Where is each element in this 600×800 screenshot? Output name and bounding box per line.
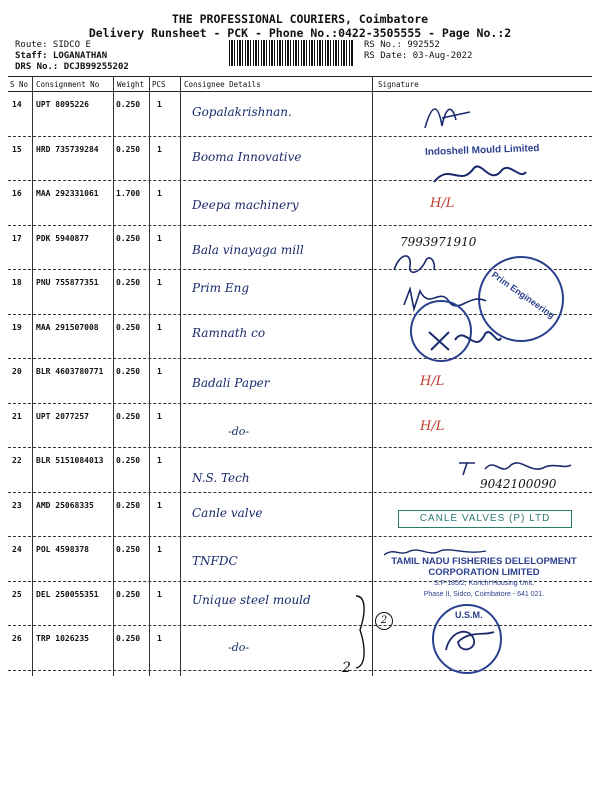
- row-weight: 0.250: [116, 411, 141, 421]
- signature-row26: [440, 620, 500, 660]
- row-weight: 0.250: [116, 634, 141, 643]
- row-signature-note: H/L: [420, 418, 445, 434]
- row-weight: 0.250: [116, 545, 141, 554]
- row-pcs: 1: [157, 411, 162, 421]
- row-weight: 0.250: [116, 456, 141, 465]
- col-divider: [180, 76, 181, 676]
- row-pcs: 1: [157, 367, 162, 376]
- row-weight: 0.250: [116, 322, 141, 332]
- rs-number: RS No.: 992552: [364, 40, 440, 50]
- row-separator: [8, 670, 592, 671]
- signature-row14: [420, 98, 480, 134]
- row-consignee-details: TNFDC: [192, 554, 238, 568]
- table-top-border: [8, 76, 592, 77]
- row-weight: 0.250: [116, 100, 141, 109]
- row-pcs: 1: [157, 589, 162, 599]
- row-separator: [8, 403, 592, 404]
- signature-row17: [390, 250, 440, 280]
- col-header-signature: Signature: [378, 80, 419, 89]
- stamp-tnfdc: [374, 556, 594, 600]
- row-pcs: 1: [157, 634, 162, 643]
- col-divider: [113, 76, 114, 676]
- rs-date: RS Date: 03-Aug-2022: [364, 51, 473, 61]
- document-subtitle: Delivery Runsheet - PCK - Phone No.:0422-3505555 - Page No.:2: [88, 26, 512, 40]
- row-consignment-no: PDK 5940877: [36, 233, 89, 243]
- stamp-tnfdc-line2: CORPORATION LIMITED: [428, 567, 540, 578]
- row-sno: 19: [12, 322, 22, 332]
- col-header-consignment: Consignment No: [36, 80, 100, 89]
- row-consignment-no: TRP 1026235: [36, 634, 89, 643]
- row-consignment-no: PNU 755877351: [36, 278, 99, 287]
- row-consignee-details: Booma Innovative: [192, 149, 302, 164]
- row-consignee-details: Badali Paper: [192, 376, 270, 390]
- row-signature-note: 9042100090: [480, 477, 557, 491]
- row-sno: 15: [12, 144, 22, 154]
- row-pcs: 1: [157, 189, 162, 198]
- row-consignee-details: Canle valve: [192, 505, 263, 520]
- route-label: Route: SIDCO E: [15, 40, 91, 50]
- row-consignee-details: Gopalakrishnan.: [192, 105, 292, 119]
- staff-label: Staff: LOGANATHAN: [15, 51, 108, 61]
- row-consignment-no: MAA 292331061: [36, 189, 99, 198]
- row-weight: 0.250: [116, 500, 141, 510]
- barcode: [229, 40, 353, 66]
- row-pcs: 1: [157, 233, 162, 243]
- row-consignee-details: Bala vinayaga mill: [192, 242, 304, 257]
- signature-row24: [380, 545, 490, 559]
- row-sno: 26: [12, 634, 22, 643]
- row-consignment-no: BLR 5151084013: [36, 456, 104, 465]
- row-consignment-no: HRD 735739284: [36, 144, 99, 154]
- row-sno: 22: [12, 456, 22, 465]
- row-consignee-details: Unique steel mould: [192, 592, 311, 607]
- row-separator: [8, 447, 592, 448]
- stamp-tnfdc-line1: TAMIL NADU FISHERIES DELELOPMENT: [391, 556, 577, 567]
- row-pcs: 1: [157, 278, 162, 287]
- row-consignee-details: Ramnath co: [192, 325, 266, 340]
- stamp-tnfdc-line4: Phase II, Sidco, Coimbatore - 641 021.: [423, 591, 545, 598]
- document-title: THE PROFESSIONAL COURIERS, Coimbatore: [171, 12, 429, 26]
- row-consignment-no: UPT 2077257: [36, 411, 89, 421]
- stamp-usm: U.S.M.: [455, 610, 483, 620]
- row-separator: [8, 625, 592, 626]
- col-header-consignee: Consignee Details: [184, 80, 261, 89]
- drs-number: DRS No.: DCJB99255202: [15, 62, 129, 72]
- row-sno: 23: [12, 500, 22, 510]
- stamp-tnfdc-line3: S.F-185/2, Kurichi Housing Unit,: [434, 580, 534, 587]
- row-pcs: 1: [157, 456, 162, 465]
- row-separator: [8, 536, 592, 537]
- row-separator: [8, 136, 592, 137]
- row-consignment-no: POL 4598378: [36, 545, 89, 554]
- stamp-indoshell: Indoshell Mould Limited: [424, 143, 540, 158]
- col-divider: [372, 76, 373, 676]
- row-consignee-details: N.S. Tech: [192, 471, 250, 485]
- row-sno: 14: [12, 100, 22, 109]
- row-weight: 0.250: [116, 144, 141, 154]
- row-signature-note: H/L: [430, 196, 455, 211]
- row-sno: 21: [12, 411, 22, 421]
- bracket-mark: [352, 592, 372, 672]
- col-header-weight: Weight: [117, 80, 145, 89]
- row-consignee-details: -do-: [228, 424, 250, 438]
- row-weight: 1.700: [116, 189, 141, 198]
- row-pcs: 1: [157, 545, 162, 554]
- table-header-border: [8, 91, 592, 92]
- col-divider: [149, 76, 150, 676]
- row-sno: 25: [12, 589, 22, 599]
- stamp-canle: CANLE VALVES (P) LTD: [398, 510, 572, 528]
- row-weight: 0.250: [116, 233, 141, 243]
- row-pcs: 1: [157, 500, 162, 510]
- row-consignment-no: BLR 4603780771: [36, 367, 104, 376]
- signature-row19: [425, 320, 505, 360]
- col-header-sno: S No: [10, 80, 29, 89]
- row-sno: 20: [12, 367, 22, 376]
- row-consignment-no: UPT 8095226: [36, 100, 89, 109]
- row-weight: 0.250: [116, 589, 141, 599]
- row-consignment-no: AMD 25068335: [36, 500, 94, 510]
- col-header-pcs: PCS: [152, 80, 166, 89]
- row-pcs: 1: [157, 144, 162, 154]
- bracket-count: 2: [342, 660, 351, 676]
- row-pcs: 1: [157, 100, 162, 109]
- row-consignment-no: MAA 291507008: [36, 322, 99, 332]
- row-weight: 0.250: [116, 278, 141, 287]
- row-weight: 0.250: [116, 367, 141, 376]
- row-sno: 17: [12, 233, 22, 243]
- row-sno: 16: [12, 189, 22, 198]
- row-signature-note: H/L: [420, 374, 445, 389]
- row-consignee-details: Deepa machinery: [192, 198, 299, 212]
- signature-row15: [430, 158, 530, 192]
- row-sno: 24: [12, 545, 22, 554]
- circle-count: 2: [375, 612, 393, 630]
- stamp-prim: Prim Engineering: [489, 269, 557, 321]
- row-sno: 18: [12, 278, 22, 287]
- row-consignment-no: DEL 250055351: [36, 589, 99, 599]
- row-separator: [8, 492, 592, 493]
- row-signature-note: 7993971910: [400, 234, 477, 249]
- signature-row22: [455, 455, 575, 479]
- col-divider: [32, 76, 33, 676]
- row-consignee-details: -do-: [228, 641, 250, 654]
- row-pcs: 1: [157, 322, 162, 332]
- row-separator: [8, 225, 592, 226]
- row-consignee-details: Prim Eng: [192, 281, 250, 295]
